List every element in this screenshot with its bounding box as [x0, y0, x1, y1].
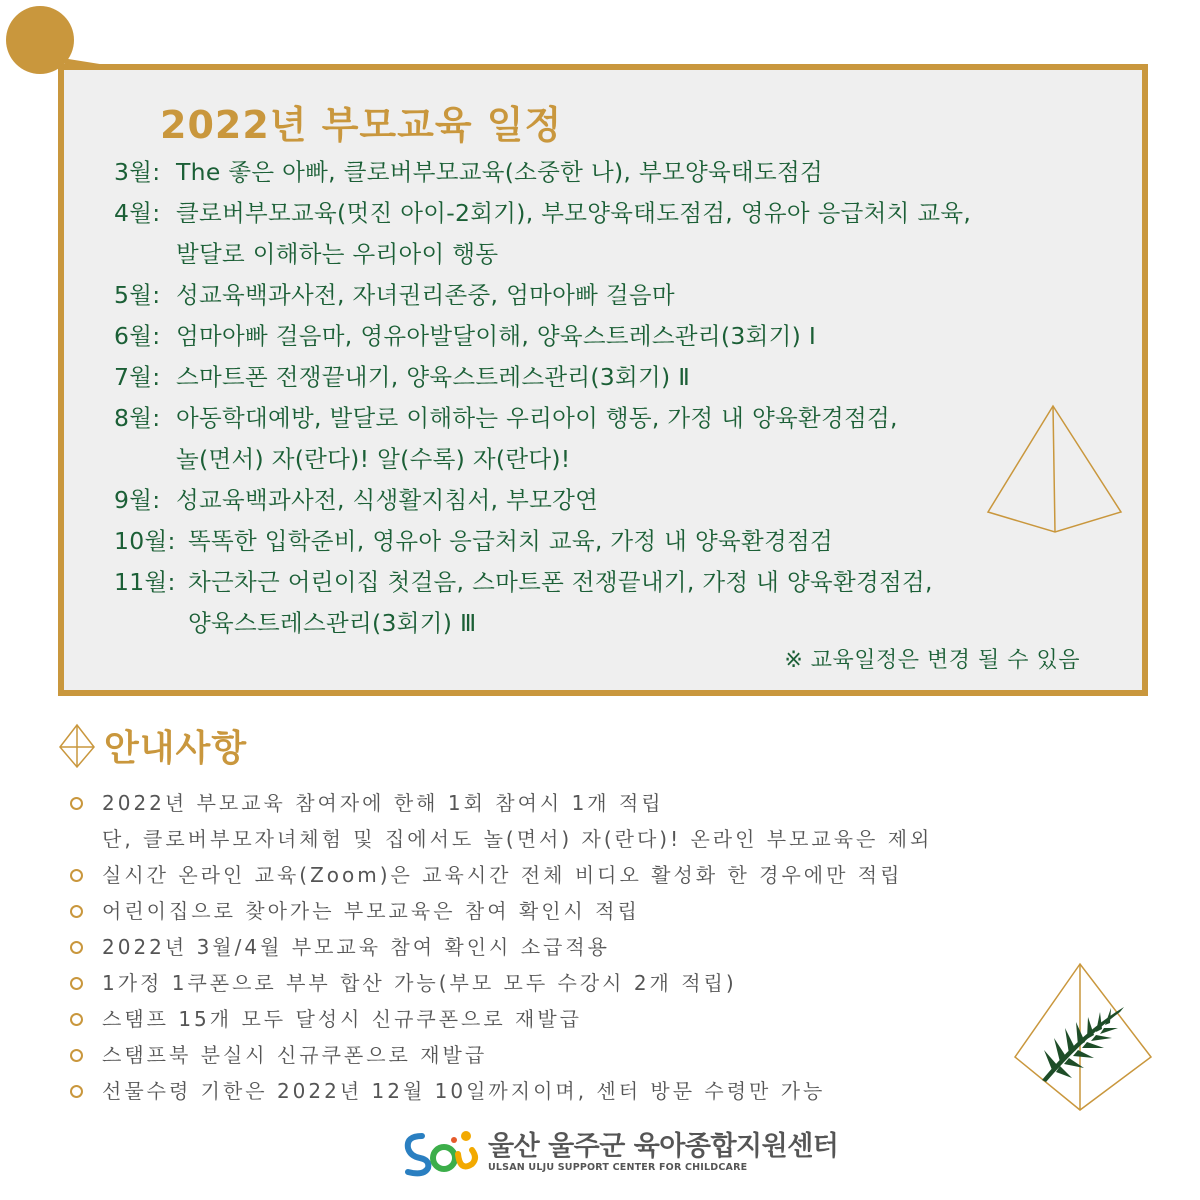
schedule-item-june: [114, 316, 1124, 357]
schedule-box: [58, 64, 1148, 696]
notice-item: [68, 929, 1128, 965]
notice-text: 실시간 온라인 교육(Zoom)은 교육시간 전체 비디오 활성화 한 경우에만 적립: [102, 863, 903, 887]
schedule-text: 차근차근 어린이집 첫걸음, 스마트폰 전쟁끝내기, 가정 내 양육환경점검,: [188, 568, 933, 596]
schedule-text: 스마트폰 전쟁끝내기, 양육스트레스관리(3회기) Ⅱ: [176, 363, 691, 391]
org-name-english: ULSAN ULJU SUPPORT CENTER FOR CHILDCARE: [488, 1162, 748, 1173]
schedule-text: 아동학대예방, 발달로 이해하는 우리아이 행동, 가정 내 양육환경점검,: [176, 404, 898, 432]
month-label: 5월:: [114, 281, 161, 309]
circle-bullet-icon: [70, 977, 83, 990]
circle-bullet-icon: [70, 905, 83, 918]
month-label: 4월:: [114, 199, 161, 227]
circle-bullet-icon: [70, 1085, 83, 1098]
month-label: 11월:: [114, 568, 176, 596]
schedule-list: [114, 152, 1124, 644]
month-label: 10월:: [114, 527, 176, 555]
circle-bullet-icon: [70, 797, 83, 810]
notice-text: 선물수령 기한은 2022년 12월 10일까지이며, 센터 방문 수령만 가능: [102, 1079, 826, 1103]
month-label: 7월:: [114, 363, 161, 391]
month-label: 3월:: [114, 158, 161, 186]
circle-bullet-icon: [70, 941, 83, 954]
circle-bullet-icon: [70, 869, 83, 882]
schedule-text: 엄마아빠 걸음마, 영유아발달이해, 양육스트레스관리(3회기) Ⅰ: [176, 322, 817, 350]
schedule-title: 2022년 부모교육 일정: [160, 103, 563, 147]
notice-item: [68, 785, 1128, 857]
notice-item: [68, 857, 1128, 893]
notice-item: [68, 1001, 1128, 1037]
schedule-text: 양육스트레스관리(3회기) Ⅲ: [188, 609, 477, 637]
notice-item: [68, 893, 1128, 929]
schedule-item-october: [114, 521, 1124, 562]
notice-text: 스탬프 15개 모두 달성시 신규쿠폰으로 재발급: [102, 1007, 582, 1031]
center-logo-icon: [400, 1128, 480, 1178]
month-label: 6월:: [114, 322, 161, 350]
org-name-korean: 울산 울주군 육아종합지원센터: [488, 1131, 839, 1162]
notice-text: 단, 클로버부모자녀체험 및 집에서도 놀(면서) 자(란다)! 온라인 부모교육은 제외: [102, 827, 933, 851]
notice-text: 2022년 3월/4월 부모교육 참여 확인시 소급적용: [102, 935, 610, 959]
schedule-text: 똑똑한 입학준비, 영유아 응급처치 교육, 가정 내 양육환경점검: [188, 527, 833, 555]
diamond-outline-icon: [58, 723, 96, 769]
month-label: 9월:: [114, 486, 161, 514]
schedule-text: 발달로 이해하는 우리아이 행동: [176, 240, 499, 268]
schedule-item-august: [114, 398, 1124, 480]
notice-text: 2022년 부모교육 참여자에 한해 1회 참여시 1개 적립: [102, 791, 664, 815]
notice-text: 어린이집으로 찾아가는 부모교육은 참여 확인시 적립: [102, 899, 640, 923]
schedule-text: 놀(면서) 자(란다)! 알(수록) 자(란다)!: [176, 445, 571, 473]
notice-item: [68, 965, 1128, 1001]
schedule-item-march: [114, 152, 1124, 193]
pyramid-outline-icon: [985, 404, 1125, 534]
schedule-item-april: [114, 193, 1124, 275]
schedule-item-september: [114, 480, 1124, 521]
schedule-item-july: [114, 357, 1124, 398]
footer-logo-block: [400, 1128, 838, 1178]
schedule-text: 성교육백과사전, 자녀권리존중, 엄마아빠 걸음마: [176, 281, 675, 309]
schedule-text: 성교육백과사전, 식생활지침서, 부모강연: [176, 486, 599, 514]
notice-item: [68, 1037, 1128, 1073]
circle-bullet-icon: [70, 1049, 83, 1062]
notice-text: 스탬프북 분실시 신규쿠폰으로 재발급: [102, 1043, 488, 1067]
schedule-item-november: [114, 562, 1124, 644]
notice-text: 1가정 1쿠폰으로 부부 합산 가능(부모 모두 수강시 2개 적립): [102, 971, 737, 995]
notice-title: 안내사항: [104, 728, 248, 769]
schedule-text: The 좋은 아빠, 클로버부모교육(소중한 나), 부모양육태도점검: [176, 158, 823, 186]
month-label: 8월:: [114, 404, 161, 432]
notice-header: [58, 720, 247, 771]
schedule-item-may: [114, 275, 1124, 316]
schedule-change-note: ※ 교육일정은 변경 될 수 있음: [784, 648, 1080, 673]
circle-bullet-icon: [70, 1013, 83, 1026]
notice-list: [68, 785, 1128, 1109]
terrarium-leaf-icon: [1012, 962, 1154, 1112]
notice-item: [68, 1073, 1128, 1109]
schedule-text: 클로버부모교육(멋진 아이-2회기), 부모양육태도점검, 영유아 응급처치 교육,: [176, 199, 972, 227]
